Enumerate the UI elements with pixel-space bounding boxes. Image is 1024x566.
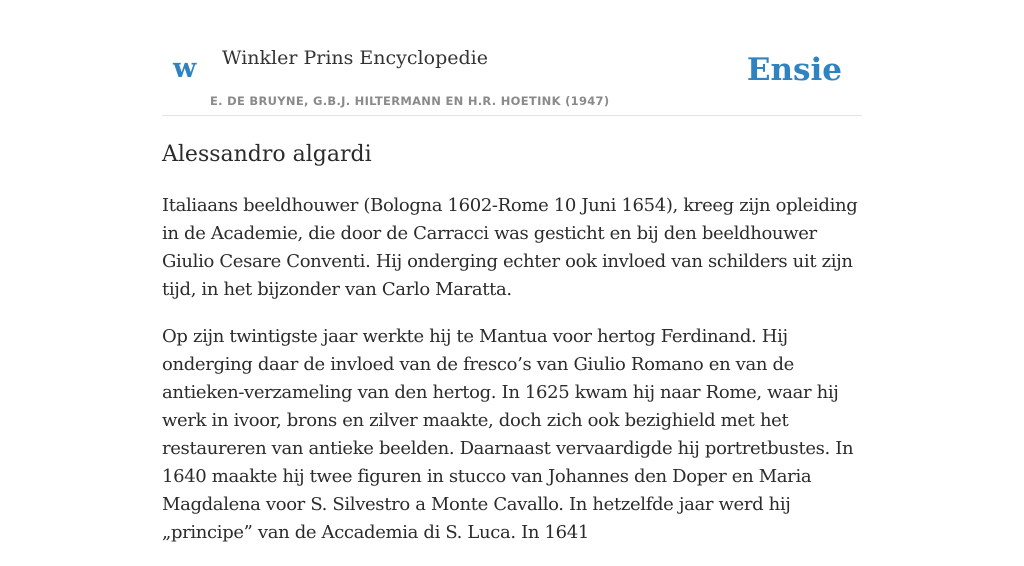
article-paragraph: Italiaans beeldhouwer (Bologna 1602-Rome 10 Juni 1654), kreeg zijn opleiding in de Academie, die door de Carracci was gesticht en bij den beeldhouwer Giulio Cesare Conventi. Hij onderging echter ook invloed van schilders uit zijn tijd, in het bijzonder van Carlo Maratta. bbox=[162, 195, 858, 300]
ensie-logo-link[interactable]: Ensie bbox=[746, 52, 842, 88]
publication-title[interactable]: Winkler Prins Encyclopedie bbox=[222, 47, 488, 69]
page bbox=[162, 0, 862, 543]
winkler-prins-logo-icon[interactable]: w bbox=[173, 53, 197, 84]
article-title: Alessandro algardi bbox=[162, 142, 372, 167]
header bbox=[162, 0, 862, 116]
publication-authors: E. DE BRUYNE, G.B.J. HILTERMANN EN H.R. HOETINK (1947) bbox=[210, 94, 610, 108]
article-paragraph: Op zijn twintigste jaar werkte hij te Mantua voor hertog Ferdinand. Hij onderging daar de invloed van de fresco’s van Giulio Romano en van de antieken-verzameling van den hertog. In 1625 kwam hij naar Rome, waar hij werk in ivoor, brons en zilver maakte, doch zich ook bezighield met het restaureren van antieke beelden. Daarnaast vervaardigde hij portretbustes. In 1640 maakte hij twee figuren in stucco van Johannes den Doper en Maria Magdalena voor S. Silvestro a Monte Cavallo. In hetzelfde jaar werd hij „principe” van de Accademia di S. Luca. In 1641 bbox=[162, 326, 854, 543]
article-body bbox=[162, 192, 862, 566]
